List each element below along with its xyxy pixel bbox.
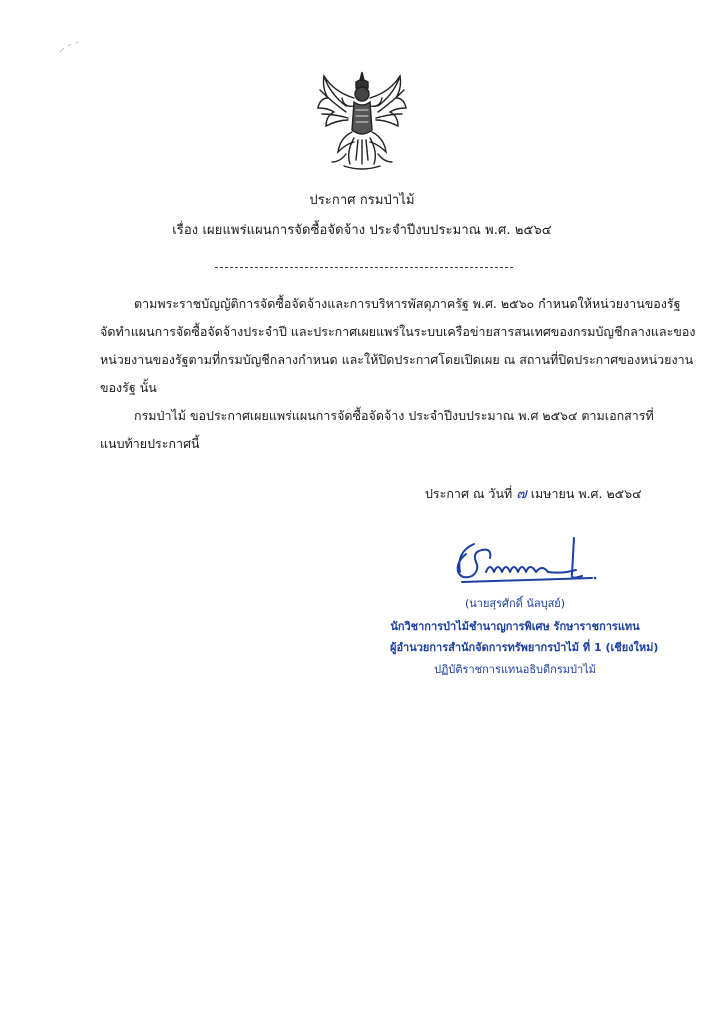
announcement-title: ประกาศ กรมป่าไม้ bbox=[309, 193, 415, 208]
signatory-position-2: ผู้อำนวยการสำนักจัดการทรัพยากรป่าไม้ ที่ 1 (เชียงใหม่) bbox=[390, 641, 659, 654]
dashed-divider bbox=[215, 267, 513, 268]
paragraph1-line1: ตามพระราชบัญญัติการจัดซื้อจัดจ้างและการบริหารพัสดุภาครัฐ พ.ศ. ๒๕๖๐ กำหนดให้หน่วยงานของรัฐ bbox=[134, 296, 681, 311]
signatory-position-3: ปฏิบัติราชการแทนอธิบดีกรมป่าไม้ bbox=[434, 663, 596, 676]
date-day: ๗ bbox=[516, 486, 527, 502]
garuda-emblem-icon bbox=[316, 68, 408, 174]
announcement-date bbox=[425, 483, 642, 505]
paragraph1-line2: จัดทำแผนการจัดซื้อจัดจ้างประจำปี และประกาศเผยแพร่ในระบบเครือข่ายสารสนเทศของกรมบัญชีกลางและของ bbox=[100, 324, 696, 339]
announcement-subject: เรื่อง เผยแพร่แผนการจัดซื้อจัดจ้าง ประจำปีงบประมาณ พ.ศ. ๒๕๖๔ bbox=[172, 223, 552, 238]
scan-speck-mark bbox=[58, 40, 84, 56]
paragraph1-line3: หน่วยงานของรัฐตามที่กรมบัญชีกลางกำหนด และให้ปิดประกาศโดยเปิดเผย ณ สถานที่ปิดประกาศของหน่วยงาน bbox=[100, 352, 694, 367]
paragraph2-line1: กรมป่าไม้ ขอประกาศเผยแพร่แผนการจัดซื้อจัดจ้าง ประจำปีงบประมาณ พ.ศ ๒๕๖๔ ตามเอกสารที่ bbox=[134, 408, 654, 423]
signatory-position-1: นักวิชาการป่าไม้ชำนาญการพิเศษ รักษาราชการแทน bbox=[390, 620, 640, 633]
paragraph1-line4: ของรัฐ นั้น bbox=[100, 380, 157, 395]
paragraph2-line2: แนบท้ายประกาศนี้ bbox=[100, 436, 200, 451]
signatory-name: (นายสุรศักดิ์ นัลบุสย์) bbox=[464, 597, 566, 610]
date-prefix: ประกาศ ณ วันที่ bbox=[425, 486, 513, 501]
date-month-year: เมษายน พ.ศ. ๒๕๖๔ bbox=[530, 486, 642, 501]
handwritten-signature bbox=[452, 532, 602, 592]
